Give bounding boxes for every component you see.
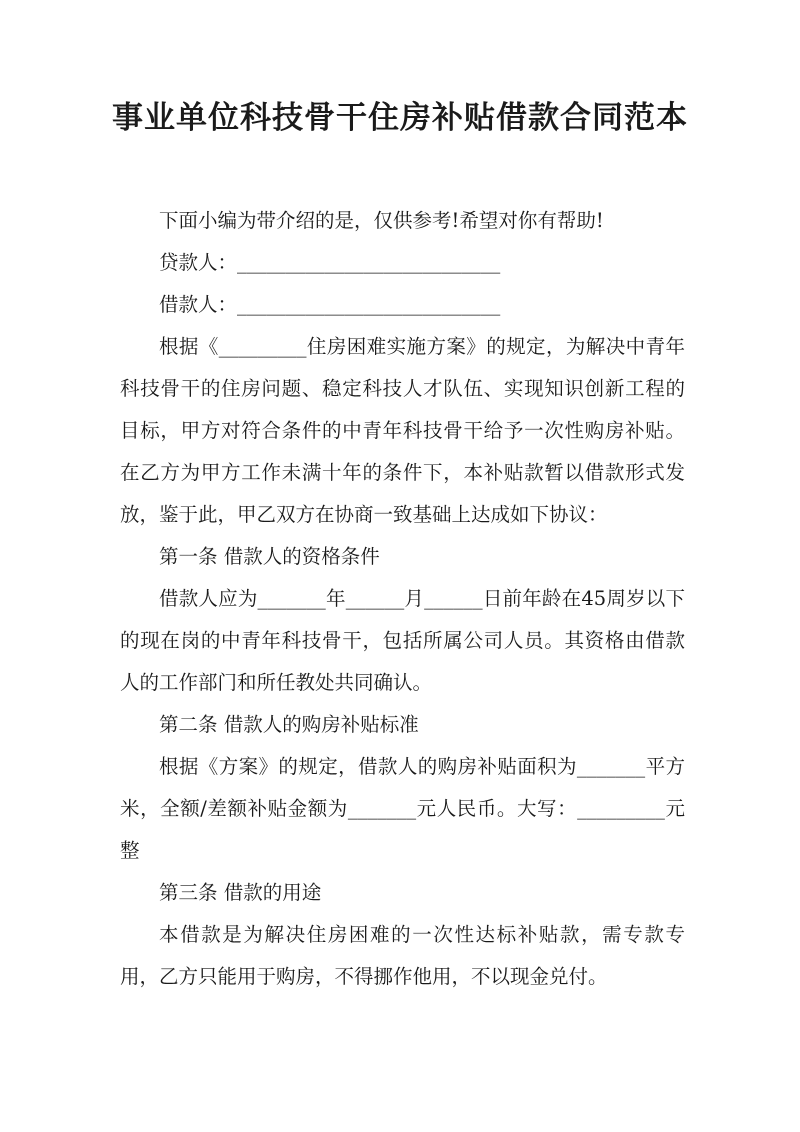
document-title: 事业单位科技骨干住房补贴借款合同范本 — [112, 100, 688, 136]
article-1-heading: 第一条 借款人的资格条件 — [159, 545, 380, 568]
preamble-paragraph: 根据《_________住房困难实施方案》的规定，为解决中青年科技骨干的住房问题、稳定科技人才队伍、实现知识创新工程的目标，甲方对符合条件的中青年科技骨干给予一次性购房补贴。在乙方为甲方工作未满十年的条件下，本补贴款暂以借款形式发放，鉴于此，甲乙双方在协商一致基础上达成如下协议： — [120, 335, 685, 526]
article-1-paragraph: 借款人应为_______年______月______日前年龄在45周岁以下的现在岗的中青年科技骨干，包括所属公司人员。其资格由借款人的工作部门和所任教处共同确认。 — [120, 587, 685, 694]
document-body — [120, 200, 685, 998]
lender-line: 贷款人：___________________________ — [159, 251, 501, 274]
article-2-paragraph: 根据《方案》的规定，借款人的购房补贴面积为_______平方米，全额/差额补贴金额为_______元人民币。大写：_________元整 — [120, 755, 685, 862]
intro-paragraph: 下面小编为带介绍的是，仅供参考!希望对你有帮助! — [159, 209, 604, 232]
article-3-heading: 第三条 借款的用途 — [159, 881, 322, 904]
borrower-line: 借款人：___________________________ — [159, 293, 501, 316]
article-3-paragraph: 本借款是为解决住房困难的一次性达标补贴款，需专款专用，乙方只能用于购房，不得挪作他用，不以现金兑付。 — [120, 923, 685, 988]
article-2-heading: 第二条 借款人的购房补贴标准 — [159, 713, 419, 736]
